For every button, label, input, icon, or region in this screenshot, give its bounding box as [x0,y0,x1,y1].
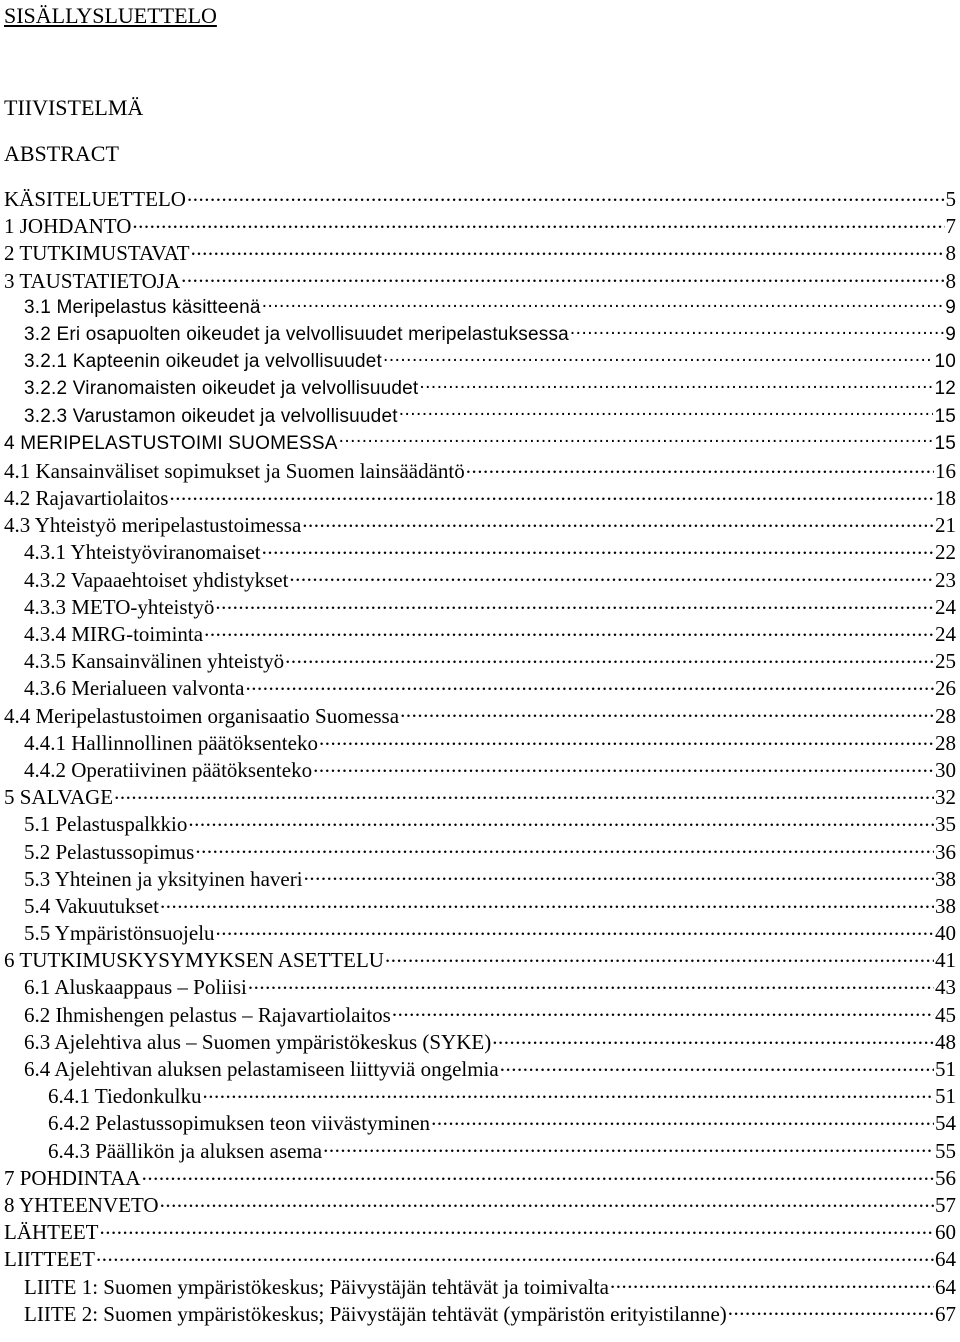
toc-entry-title: 4.3.5 Kansainvälinen yhteistyö [24,649,285,674]
toc-entry[interactable] [0,267,960,294]
toc-entry-title: 5 SALVAGE [4,785,114,810]
toc-entry[interactable] [0,729,960,756]
toc-entry-title: 3 TAUSTATIETOJA [4,268,181,293]
toc-entry-page: 16 [935,458,956,483]
toc-entry-title: 4.4 Meripelastustoimen organisaatio Suomessa [4,703,400,728]
dot-leader [169,484,934,505]
toc-entry-page: 12 [934,378,956,400]
dot-leader [399,403,934,422]
toc-entry-page: 9 [945,323,956,345]
dot-leader [400,702,934,723]
toc-entry-title: 3.2 Eri osapuolten oikeudet ja velvollisuudet meripelastuksessa [24,323,569,345]
toc-entry[interactable] [0,1191,960,1218]
dot-leader [248,973,934,994]
toc-entry-page: 45 [935,1002,956,1027]
toc-entry[interactable] [0,212,960,239]
toc-entry[interactable] [0,239,960,266]
toc-entry-page: 43 [935,975,956,1000]
toc-entry-title: 3.1 Meripelastus käsitteenä [24,296,261,318]
toc-entry[interactable] [0,321,960,348]
toc-entry[interactable] [0,593,960,620]
toc-entry-page: 32 [935,785,956,810]
toc-heading: SISÄLLYSLUETTELO [4,3,217,28]
toc-entry-title: 5.4 Vakuutukset [24,893,159,918]
table-of-contents [0,185,960,1327]
toc-entry[interactable] [0,566,960,593]
toc-entry-page: 51 [935,1084,956,1109]
toc-entry[interactable] [0,810,960,837]
toc-entry[interactable] [0,1218,960,1245]
toc-entry[interactable] [0,1164,960,1191]
toc-entry-title: 3.2.2 Viranomaisten oikeudet ja velvollisuudet [24,378,419,400]
toc-entry[interactable] [0,865,960,892]
toc-entry[interactable] [0,484,960,511]
toc-entry[interactable] [0,620,960,647]
dot-leader [323,1137,934,1158]
toc-entry-title: 5.1 Pelastuspalkkio [24,812,188,837]
toc-entry[interactable] [0,674,960,701]
toc-entry-title: 3.2.3 Varustamon oikeudet ja velvollisuudet [24,405,398,427]
toc-entry[interactable] [0,647,960,674]
toc-entry[interactable] [0,294,960,321]
toc-entry-title: 4 MERIPELASTUSTOIMI SUOMESSA [4,432,338,454]
toc-entry-page: 26 [935,676,956,701]
toc-entry-title: 6 TUTKIMUSKYSYMYKSEN ASETTELU [4,948,384,973]
toc-entry-title: 6.1 Aluskaappaus – Poliisi [24,975,247,1000]
toc-entry-title: 4.3.4 MIRG-toiminta [24,622,204,646]
toc-entry[interactable] [0,702,960,729]
toc-entry-title: 4.3 Yhteistyö meripelastustoimessa [4,513,302,538]
toc-entry-page: 38 [935,866,956,891]
toc-entry-title: 6.3 Ajelehtiva alus – Suomen ympäristökeskus (SYKE) [24,1029,492,1054]
toc-entry[interactable] [0,1137,960,1164]
toc-entry-page: 35 [935,812,956,837]
toc-entry-title: 2 TUTKIMUSTAVAT [4,241,190,266]
dot-leader [302,511,934,532]
toc-entry-title: 3.2.1 Kapteenin oikeudet ja velvollisuudet [24,351,383,373]
toc-entry-page: 18 [935,486,956,511]
dot-leader [160,1191,934,1212]
toc-entry-title: 6.4.2 Pelastussopimuksen teon viivästyminen [48,1111,431,1136]
toc-entry[interactable] [0,375,960,402]
toc-entry-title: LIITE 2: Suomen ympäristökeskus; Päivystäjän tehtävät (ympäristön erityistilanne) [24,1301,727,1326]
toc-entry-page: 15 [934,405,956,427]
toc-entry[interactable] [0,348,960,375]
dot-leader [96,1245,934,1266]
toc-entry-title: 4.4.2 Operatiivinen päätöksenteko [24,757,313,782]
toc-entry[interactable] [0,185,960,212]
dot-leader [339,430,934,449]
dot-leader [304,865,934,886]
toc-entry-page: 15 [934,432,956,454]
dot-leader [245,674,934,695]
toc-entry[interactable] [0,1055,960,1082]
dot-leader [181,267,944,288]
dot-leader [728,1300,934,1321]
toc-entry[interactable] [0,838,960,865]
toc-entry[interactable] [0,1001,960,1028]
toc-entry[interactable] [0,1245,960,1272]
toc-entry[interactable] [0,1109,960,1136]
toc-entry-title: 6.4.1 Tiedonkulku [48,1084,202,1109]
dot-leader [419,375,933,394]
dot-leader [610,1273,934,1294]
toc-entry-title: 4.1 Kansainväliset sopimukset ja Suomen lainsäädäntö [4,458,465,483]
dot-leader [319,729,934,750]
toc-entry-page: 57 [935,1192,956,1217]
dot-leader [195,838,934,859]
toc-entry-title: 7 POHDINTAA [4,1165,141,1190]
toc-entry-title: 4.2 Rajavartiolaitos [4,486,169,511]
dot-leader [385,946,934,967]
toc-entry-title: LÄHTEET [4,1220,99,1245]
toc-entry[interactable] [0,457,960,484]
toc-entry[interactable] [0,783,960,810]
toc-entry-title: 4.3.2 Vapaaehtoiset yhdistykset [24,567,289,592]
dot-leader [216,919,934,940]
toc-entry[interactable] [0,1300,960,1327]
toc-entry[interactable] [0,919,960,946]
toc-entry-title: LIITTEET [4,1247,95,1272]
toc-entry-page: 41 [935,948,956,973]
toc-entry[interactable] [0,1273,960,1300]
dot-leader [570,321,944,340]
front-matter-abstract-fi: TIIVISTELMÄ [4,95,144,120]
toc-entry-title: 4.3.3 METO-yhteistyö [24,594,215,619]
toc-entry-page: 28 [935,703,956,728]
toc-entry-page: 24 [935,622,956,646]
dot-leader [431,1109,934,1130]
dot-leader [132,212,944,233]
dot-leader [202,1082,934,1103]
dot-leader [466,457,934,478]
front-matter-abstract-en: ABSTRACT [4,141,119,166]
dot-leader [313,756,934,777]
toc-entry-title: LIITE 1: Suomen ympäristökeskus; Päivystäjän tehtävät ja toimivalta [24,1274,609,1299]
dot-leader [99,1218,934,1239]
toc-entry[interactable] [0,946,960,973]
toc-entry-page: 40 [935,921,956,946]
toc-entry-page: 51 [935,1057,956,1081]
toc-entry-title: 4.3.6 Merialueen valvonta [24,676,245,701]
toc-entry-page: 64 [935,1247,956,1272]
toc-entry-title: 4.3.1 Yhteistyöviranomaiset [24,540,261,565]
toc-entry-title: 4.4.1 Hallinnollinen päätöksenteko [24,730,318,755]
toc-entry-page: 30 [935,757,956,782]
toc-entry-page: 64 [935,1274,956,1299]
dot-leader [187,185,945,206]
toc-entry-page: 36 [935,839,956,864]
toc-entry-page: 67 [935,1301,956,1326]
toc-entry-page: 23 [935,567,956,592]
dot-leader [191,239,945,260]
dot-leader [492,1028,934,1049]
toc-entry[interactable] [0,430,960,457]
toc-entry-page: 28 [935,730,956,755]
toc-entry-title: 8 YHTEENVETO [4,1192,159,1217]
dot-leader [188,810,934,831]
toc-entry-page: 55 [935,1138,956,1163]
toc-entry[interactable] [0,1028,960,1055]
toc-entry-page: 38 [935,893,956,918]
dot-leader [500,1055,934,1076]
dot-leader [114,783,934,804]
toc-entry[interactable] [0,511,960,538]
toc-entry-page: 8 [945,268,956,293]
dot-leader [160,892,934,913]
toc-entry-page: 25 [935,649,956,674]
dot-leader [383,348,933,367]
toc-entry-page: 7 [945,214,956,239]
toc-entry-title: 1 JOHDANTO [4,214,132,239]
toc-entry-page: 8 [945,241,956,266]
dot-leader [262,294,945,313]
toc-entry-page: 48 [935,1029,956,1054]
toc-entry-page: 56 [935,1165,956,1190]
toc-entry[interactable] [0,756,960,783]
dot-leader [215,593,934,614]
toc-entry-page: 10 [934,351,956,373]
toc-entry-title: 6.4 Ajelehtivan aluksen pelastamiseen liittyviä ongelmia [24,1057,499,1081]
dot-leader [392,1001,934,1022]
toc-entry-title: 6.2 Ihmishengen pelastus – Rajavartiolaitos [24,1002,391,1027]
toc-entry-title: KÄSITELUETTELO [4,187,186,211]
toc-entry-page: 5 [945,187,956,211]
toc-entry-page: 21 [935,513,956,538]
toc-entry-title: 5.5 Ympäristönsuojelu [24,921,215,946]
toc-entry-page: 9 [945,296,956,318]
toc-entry[interactable] [0,1082,960,1109]
toc-entry-title: 6.4.3 Päällikön ja aluksen asema [48,1138,323,1163]
toc-entry[interactable] [0,403,960,430]
toc-entry[interactable] [0,892,960,919]
toc-entry[interactable] [0,973,960,1000]
dot-leader [289,566,934,587]
dot-leader [142,1164,934,1185]
dot-leader [285,647,934,668]
toc-entry-page: 60 [935,1220,956,1245]
toc-entry-page: 24 [935,594,956,619]
toc-entry-title: 5.3 Yhteinen ja yksityinen haveri [24,866,303,891]
dot-leader [204,620,934,641]
dot-leader [262,538,934,559]
toc-entry-page: 54 [935,1111,956,1136]
toc-entry[interactable] [0,538,960,565]
toc-entry-page: 22 [935,540,956,565]
toc-entry-title: 5.2 Pelastussopimus [24,839,195,864]
